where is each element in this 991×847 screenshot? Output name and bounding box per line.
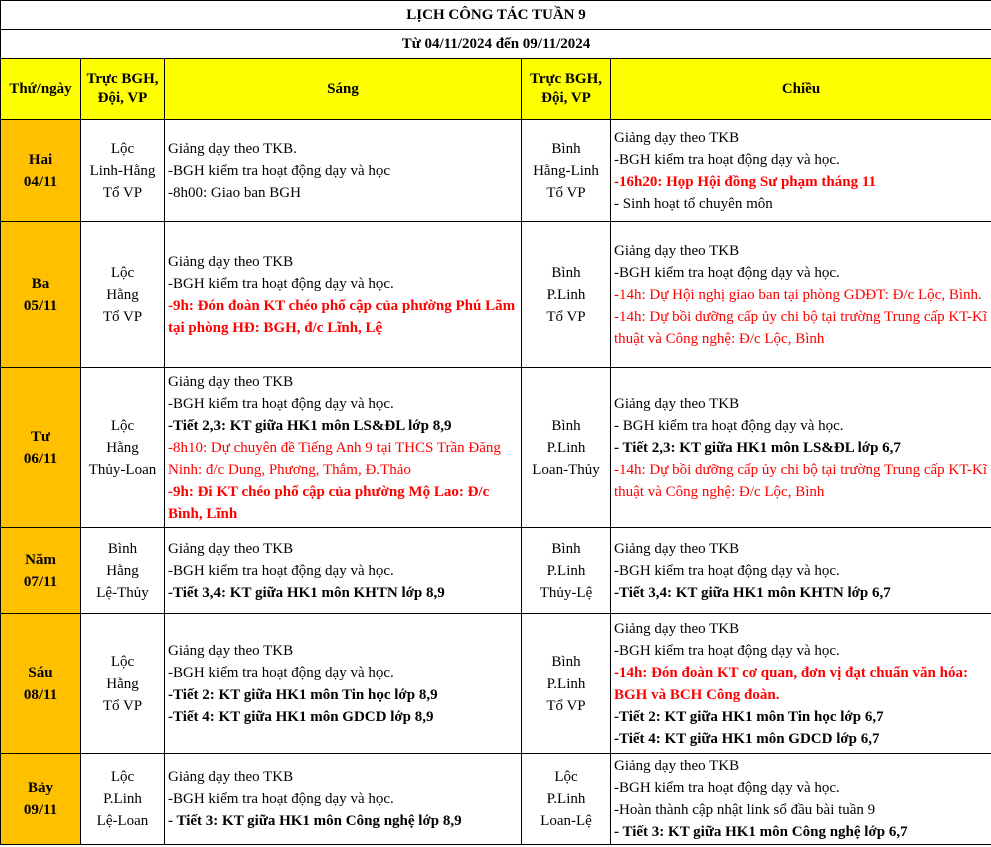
day-cell: [1, 368, 81, 528]
duty-person: Thủy-Lệ: [539, 584, 593, 601]
duty-person: Bình: [551, 140, 581, 157]
activity-line: Giảng dạy theo TKB: [614, 395, 740, 412]
header-day: Thứ/ngày: [1, 59, 81, 120]
day-date: 04/11: [23, 173, 58, 190]
duty-afternoon-cell: [522, 528, 611, 614]
activity-line: -BGH kiểm tra hoạt động dạy và học.: [168, 395, 394, 412]
day-cell: [1, 528, 81, 614]
schedule-row: [1, 120, 991, 222]
activity-line: -BGH kiểm tra hoạt động dạy và học.: [614, 562, 840, 579]
morning-activities-cell: [165, 614, 522, 754]
duty-person: Tổ VP: [546, 184, 586, 201]
duty-morning-cell: [81, 368, 165, 528]
activity-line: -Tiết 3,4: KT giữa HK1 môn KHTN lớp 8,9: [168, 584, 445, 601]
duty-person: Tổ VP: [546, 697, 586, 714]
duty-morning-cell: [81, 614, 165, 754]
activity-line: - Sinh hoạt tổ chuyên môn: [614, 195, 773, 212]
schedule-row: [1, 614, 991, 754]
day-name: Năm: [25, 551, 56, 568]
duty-person: Hằng: [106, 286, 139, 303]
activity-line: Giảng dạy theo TKB: [168, 642, 294, 659]
activity-line: -Tiết 4: KT giữa HK1 môn GDCD lớp 6,7: [614, 730, 880, 747]
duty-person: Loan-Thủy: [532, 461, 600, 478]
afternoon-activities-cell: [611, 528, 991, 614]
duty-afternoon-cell: [522, 222, 611, 368]
activity-line: -9h: Đi KT chéo phổ cập của phường Mộ Lao: Đ/c Bình, Lĩnh: [168, 483, 490, 522]
duty-person: Bình: [551, 653, 581, 670]
activity-line: -Tiết 2: KT giữa HK1 môn Tin học lớp 8,9: [168, 686, 438, 703]
duty-person: P.Linh: [546, 286, 586, 303]
activity-line: -BGH kiểm tra hoạt động dạy và học.: [614, 264, 840, 281]
activity-line: -8h00: Giao ban BGH: [168, 184, 301, 201]
duty-afternoon-cell: [522, 120, 611, 222]
duty-person: P.Linh: [546, 675, 586, 692]
activity-line: - Tiết 3: KT giữa HK1 môn Công nghệ lớp 6,7: [614, 824, 908, 840]
activity-line: -BGH kiểm tra hoạt động dạy và học.: [614, 151, 840, 168]
duty-person: Tổ VP: [102, 308, 143, 325]
activity-line: Giảng dạy theo TKB: [168, 373, 294, 390]
duty-person: Linh-Hằng: [89, 162, 156, 179]
activity-line: -14h: Dự bồi dưỡng cấp ủy chi bộ tại trường Trung cấp KT-Kĩ thuật và Công nghệ: Đ/c Lộc, Bình: [614, 308, 988, 347]
activity-line: -Tiết 2,3: KT giữa HK1 môn LS&ĐL lớp 8,9: [168, 417, 452, 434]
duty-person: Bình: [551, 540, 581, 557]
duty-morning-cell: [81, 120, 165, 222]
duty-morning-cell: [81, 222, 165, 368]
duty-person: Lộc: [554, 769, 578, 785]
duty-person: Loan-Lệ: [540, 813, 592, 829]
activity-line: Giảng dạy theo TKB: [614, 242, 740, 259]
activity-line: -BGH kiểm tra hoạt động dạy và học.: [614, 642, 840, 659]
duty-person: Tổ VP: [546, 308, 586, 325]
activity-line: -Hoàn thành cập nhật link sổ đầu bài tuần 9: [614, 802, 876, 818]
activity-line: Giảng dạy theo TKB.: [168, 140, 297, 157]
activity-line: -Tiết 2: KT giữa HK1 môn Tin học lớp 6,7: [614, 708, 884, 725]
header-duty-afternoon: Trực BGH, Đội, VP: [522, 59, 611, 120]
duty-person: Lộc: [110, 140, 135, 157]
day-name: Ba: [31, 275, 50, 292]
duty-person: Hằng: [106, 439, 139, 456]
day-name: Sáu: [28, 664, 53, 681]
activity-line: -Tiết 3,4: KT giữa HK1 môn KHTN lớp 6,7: [614, 584, 891, 601]
duty-person: Bình: [107, 540, 138, 557]
day-date: 09/11: [23, 802, 58, 818]
activity-line: - Tiết 2,3: KT giữa HK1 môn LS&ĐL lớp 6,7: [614, 439, 901, 456]
day-name: Tư: [30, 428, 50, 445]
duty-person: Lộc: [110, 417, 135, 434]
day-date: 08/11: [23, 686, 58, 703]
activity-line: Giảng dạy theo TKB: [614, 758, 740, 774]
duty-afternoon-cell: [522, 754, 611, 845]
activity-line: -9h: Đón đoàn KT chéo phổ cập của phường Phú Lãm tại phòng HĐ: BGH, đ/c Lĩnh, Lệ: [168, 297, 516, 336]
day-cell: [1, 754, 81, 845]
duty-person: Thủy-Loan: [88, 461, 157, 478]
activity-line: Giảng dạy theo TKB: [168, 769, 294, 785]
activity-line: -16h20: Họp Hội đồng Sư phạm tháng 11: [614, 173, 876, 190]
activity-line: -BGH kiểm tra hoạt động dạy và học.: [168, 562, 394, 579]
header-duty-morning: Trực BGH, Đội, VP: [81, 59, 165, 120]
afternoon-activities-cell: [611, 614, 991, 754]
activity-line: -Tiết 4: KT giữa HK1 môn GDCD lớp 8,9: [168, 708, 434, 725]
schedule-row: [1, 754, 991, 845]
activity-line: -BGH kiểm tra hoạt động dạy và học.: [168, 664, 394, 681]
afternoon-activities-cell: [611, 120, 991, 222]
afternoon-activities-cell: [611, 368, 991, 528]
duty-person: Bình: [551, 264, 581, 281]
activity-line: - Tiết 3: KT giữa HK1 môn Công nghệ lớp 8,9: [168, 813, 462, 829]
morning-activities-cell: [165, 754, 522, 845]
duty-morning-cell: [81, 754, 165, 845]
duty-person: Hằng: [106, 562, 139, 579]
activity-line: Giảng dạy theo TKB: [614, 129, 740, 146]
duty-person: Tổ VP: [102, 697, 143, 714]
activity-line: - BGH kiểm tra hoạt động dạy và học.: [614, 417, 844, 434]
activity-line: -BGH kiểm tra hoạt động dạy và học: [168, 162, 391, 179]
day-date: 06/11: [23, 450, 58, 467]
day-date: 05/11: [23, 297, 58, 314]
header-afternoon: Chiều: [611, 59, 991, 120]
header-row: [1, 59, 991, 120]
activity-line: Giảng dạy theo TKB: [614, 620, 740, 637]
activity-line: -14h: Dự Hội nghị giao ban tại phòng GDĐT: Đ/c Lộc, Bình.: [614, 286, 982, 303]
schedule-row: [1, 528, 991, 614]
activity-line: -14h: Dự bồi dưỡng cấp ủy chi bộ tại trường Trung cấp KT-Kĩ thuật và Công nghệ: Đ/c Lộc, Bình: [614, 461, 988, 500]
schedule-row: [1, 222, 991, 368]
schedule-title: LỊCH CÔNG TÁC TUẦN 9: [1, 1, 991, 30]
duty-person: Hằng: [106, 675, 139, 692]
day-name: Bảy: [27, 780, 53, 796]
schedule-date-range: Từ 04/11/2024 đến 09/11/2024: [1, 30, 991, 59]
morning-activities-cell: [165, 368, 522, 528]
afternoon-activities-cell: [611, 754, 991, 845]
duty-afternoon-cell: [522, 614, 611, 754]
duty-person: Lệ-Thủy: [96, 584, 149, 601]
duty-person: P.Linh: [546, 791, 586, 807]
day-cell: [1, 614, 81, 754]
header-morning: Sáng: [165, 59, 522, 120]
duty-person: Lộc: [110, 769, 135, 785]
day-cell: [1, 222, 81, 368]
day-cell: [1, 120, 81, 222]
activity-line: Giảng dạy theo TKB: [168, 253, 294, 270]
activity-line: Giảng dạy theo TKB: [614, 540, 740, 557]
activity-line: -BGH kiểm tra hoạt động dạy và học.: [168, 275, 394, 292]
duty-person: Bình: [551, 417, 581, 434]
morning-activities-cell: [165, 528, 522, 614]
activity-line: -BGH kiểm tra hoạt động dạy và học.: [168, 791, 394, 807]
activity-line: -8h10: Dự chuyên đề Tiếng Anh 9 tại THCS Trần Đăng Ninh: đ/c Dung, Phương, Thắm, Đ.Thảo: [168, 439, 501, 478]
duty-afternoon-cell: [522, 368, 611, 528]
morning-activities-cell: [165, 222, 522, 368]
duty-person: Lộc: [110, 264, 135, 281]
day-name: Hai: [28, 151, 53, 168]
afternoon-activities-cell: [611, 222, 991, 368]
duty-person: P.Linh: [103, 791, 142, 807]
duty-person: Lệ-Loan: [96, 813, 149, 829]
activity-line: -14h: Đón đoàn KT cơ quan, đơn vị đạt chuẩn văn hóa: BGH và BCH Công đoàn.: [614, 664, 968, 703]
duty-person: Hằng-Linh: [533, 162, 599, 179]
duty-person: Lộc: [110, 653, 135, 670]
activity-line: -BGH kiểm tra hoạt động dạy và học.: [614, 780, 840, 796]
activity-line: Giảng dạy theo TKB: [168, 540, 294, 557]
duty-person: P.Linh: [546, 439, 586, 456]
duty-morning-cell: [81, 528, 165, 614]
day-date: 07/11: [23, 573, 58, 590]
duty-person: Tổ VP: [102, 184, 143, 201]
duty-person: P.Linh: [546, 562, 586, 579]
morning-activities-cell: [165, 120, 522, 222]
schedule-row: [1, 368, 991, 528]
